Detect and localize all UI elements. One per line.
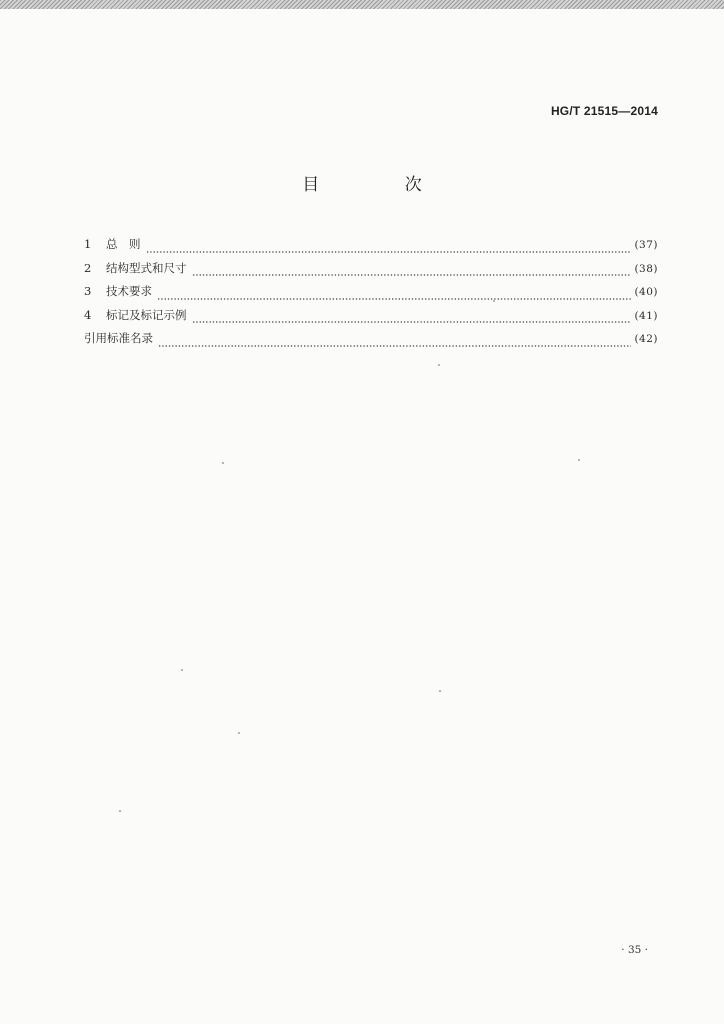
toc-entry-label: 结构型式和尺寸 — [106, 260, 187, 275]
page-number: · 35 · — [621, 944, 648, 956]
toc-entry-page: (37) — [634, 239, 658, 251]
toc-entry-page: (38) — [634, 262, 658, 275]
page-title: 目 次 — [302, 175, 462, 195]
scan-speck — [578, 459, 580, 461]
toc-entry-page: (41) — [634, 309, 658, 322]
toc-leader-dots — [146, 251, 632, 253]
scan-speck — [222, 462, 224, 464]
standard-code: HG/T 21515—2014 — [550, 104, 658, 118]
toc-entry-page: (42) — [634, 333, 658, 346]
scan-speck — [181, 669, 183, 671]
toc-entry-label: 引用标准名录 — [84, 331, 153, 346]
toc-entry-number: 2 — [84, 260, 92, 275]
scan-speck — [439, 690, 441, 692]
toc-entry-references[interactable] — [84, 330, 658, 354]
scan-speck — [493, 300, 495, 302]
toc-entry-number: 4 — [84, 307, 92, 322]
toc-leader-dots — [192, 274, 632, 276]
scan-speck — [438, 364, 440, 366]
scan-edge-strip — [0, 0, 724, 9]
table-of-contents — [84, 236, 658, 354]
toc-leader-dots — [192, 321, 632, 323]
toc-entry-label: 技术要求 — [106, 284, 152, 299]
toc-entry-2[interactable] — [84, 260, 658, 284]
toc-entry-4[interactable] — [84, 307, 658, 331]
toc-entry-number: 3 — [84, 284, 92, 299]
toc-leader-dots — [158, 345, 631, 347]
toc-entry-page: (40) — [634, 286, 658, 299]
toc-leader-dots — [157, 298, 631, 300]
toc-entry-3[interactable] — [84, 283, 658, 307]
toc-entry-label: 标记及标记示例 — [106, 307, 187, 322]
scan-speck — [119, 810, 121, 812]
toc-entry-label: 总 则 — [106, 237, 141, 251]
scan-speck — [238, 732, 240, 734]
toc-entry-number: 1 — [84, 237, 92, 251]
toc-entry-1[interactable] — [84, 236, 658, 260]
